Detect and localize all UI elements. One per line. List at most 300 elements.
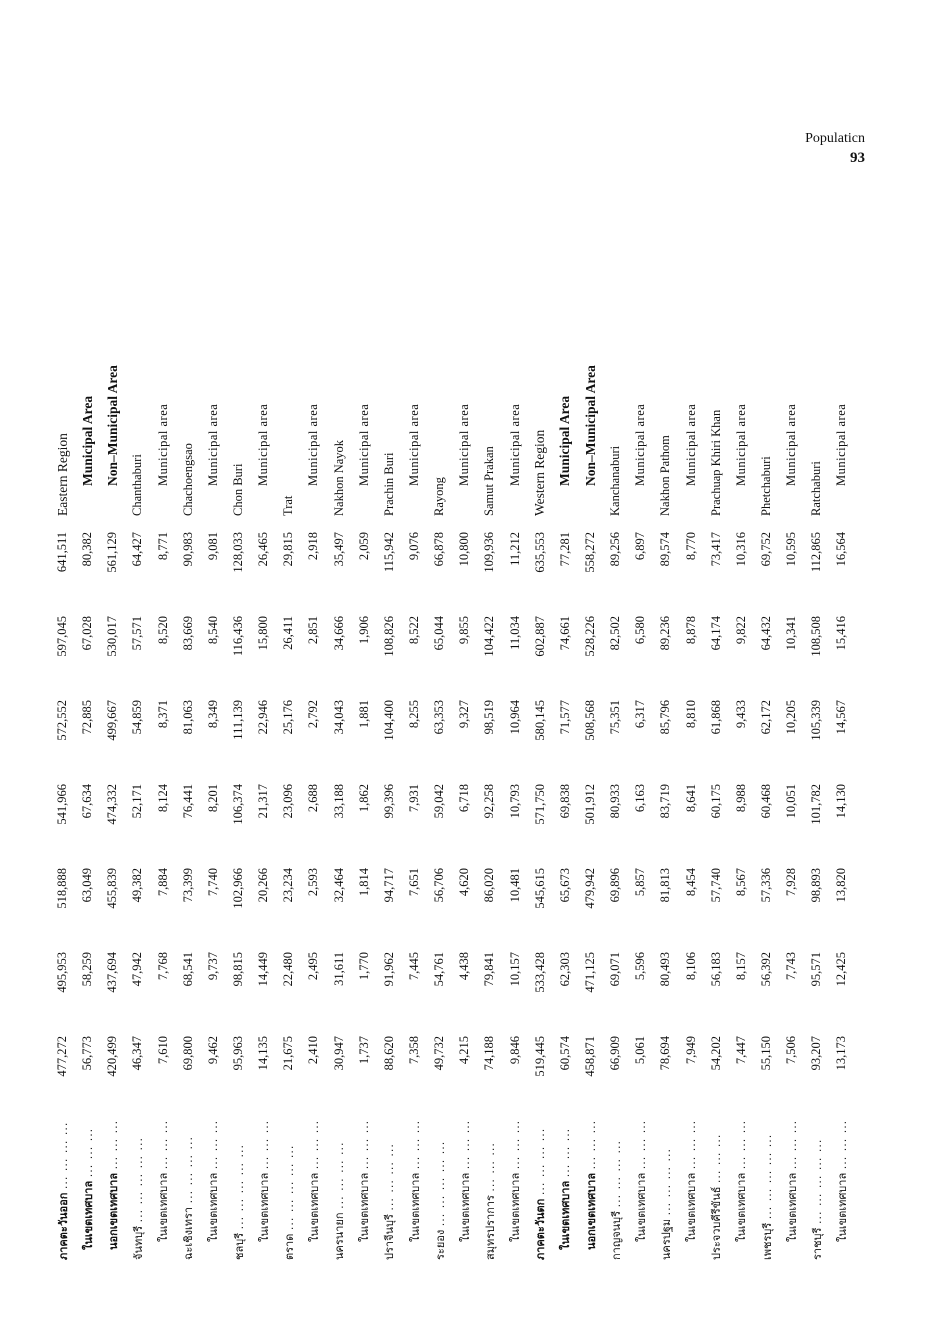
- value-cell: 8,771: [155, 532, 170, 561]
- english-label-cell: [779, 270, 804, 522]
- english-label: Prachin Buri: [381, 452, 396, 516]
- value-cell: 101,782: [809, 784, 824, 825]
- leader-dots: ... ... ... ... ...: [433, 1140, 447, 1227]
- value-cell: 8,641: [683, 784, 698, 813]
- value-cell: 99,396: [381, 784, 396, 819]
- table-row: [427, 270, 452, 1260]
- table-row: [327, 270, 352, 1260]
- running-header-title: Populaticn: [805, 131, 865, 146]
- english-label: Chon Buri: [231, 463, 246, 516]
- leader-dots: ... ... ... ...: [333, 1141, 347, 1209]
- value-cell: 10,481: [507, 868, 522, 903]
- english-label: Non–Municipal Area: [582, 365, 598, 486]
- value-cell: 7,358: [407, 1036, 422, 1065]
- value-cell: 83,669: [180, 616, 195, 651]
- thai-label: ในเขตเทศบาล: [81, 1180, 95, 1250]
- value-cell: 69,800: [180, 1036, 195, 1071]
- value-cell: 7,949: [683, 1036, 698, 1065]
- value-cell: 5,596: [633, 952, 648, 981]
- english-label-cell: [603, 270, 628, 522]
- value-cell: 64,432: [759, 616, 773, 651]
- english-label-cell: [829, 270, 854, 522]
- thai-label: เพชรบุรี: [760, 1222, 774, 1260]
- value-cell: 8,201: [205, 784, 220, 813]
- english-label-cell: [75, 270, 100, 522]
- value-cell: 98,519: [482, 700, 497, 735]
- value-cell: 89,236: [658, 616, 673, 651]
- thai-label-cell: [578, 1110, 603, 1260]
- page-number: 93: [850, 150, 865, 166]
- value-cell: 499,667: [105, 700, 120, 741]
- value-cell: 30,947: [331, 1036, 346, 1071]
- value-cell: 7,743: [784, 952, 799, 981]
- value-cell: 471,125: [583, 952, 598, 993]
- value-cell: 26,465: [256, 532, 271, 567]
- value-cell: 9,855: [457, 616, 472, 645]
- value-cell: 8,520: [155, 616, 170, 645]
- leader-dots: ... ... ... ... ...: [810, 1138, 824, 1225]
- thai-label: ราชบุรี: [810, 1227, 824, 1260]
- english-label-cell: [301, 270, 326, 522]
- value-cell: 501,912: [583, 784, 598, 825]
- value-cell: 458,871: [583, 1036, 598, 1077]
- leader-dots: ... ... ...: [559, 1127, 573, 1178]
- value-cell: 63,049: [80, 868, 95, 903]
- leader-dots: ... ... ...: [509, 1119, 523, 1170]
- value-cell: 69,896: [608, 868, 623, 903]
- value-cell: 8,371: [155, 700, 170, 729]
- value-cell: 73,417: [708, 532, 723, 567]
- value-cell: 558,272: [583, 532, 598, 573]
- leader-dots: ... ... ...: [584, 1119, 598, 1170]
- thai-label: ในเขตเทศบาล: [835, 1172, 849, 1242]
- thai-label-cell: [226, 1110, 251, 1260]
- thai-label: ระยอง: [433, 1229, 447, 1260]
- thai-label: นอกเขตเทศบาล: [106, 1172, 120, 1250]
- value-cell: 106,374: [231, 784, 246, 825]
- value-cell: 7,740: [205, 868, 220, 897]
- value-cell: 56,773: [80, 1036, 95, 1071]
- value-cell: 83,719: [658, 784, 673, 819]
- english-label: Municipal area: [407, 403, 422, 486]
- leader-dots: ... ... ...: [81, 1127, 95, 1178]
- value-cell: 98,893: [809, 868, 824, 903]
- leader-dots: ... ... ...: [685, 1119, 699, 1170]
- value-cell: 9,846: [507, 1036, 522, 1065]
- table-row: [377, 270, 402, 1260]
- english-label: Trat: [281, 495, 296, 516]
- value-cell: 76,441: [180, 784, 195, 819]
- thai-label-cell: [704, 1110, 729, 1260]
- value-cell: 528,226: [583, 616, 598, 657]
- thai-label-cell: [528, 1110, 553, 1260]
- english-label-cell: [100, 270, 125, 522]
- value-cell: 495,953: [55, 952, 70, 993]
- thai-label-cell: [75, 1110, 100, 1260]
- thai-label-cell: [251, 1110, 276, 1260]
- value-cell: 530,017: [105, 616, 120, 657]
- thai-label-cell: [352, 1110, 377, 1260]
- value-cell: 62,172: [759, 700, 773, 735]
- value-cell: 7,884: [155, 868, 170, 897]
- value-cell: 74,661: [557, 616, 572, 651]
- value-cell: 82,502: [608, 616, 623, 651]
- table-row: [276, 270, 301, 1260]
- thai-label: ในเขตเทศบาล: [408, 1172, 422, 1242]
- value-cell: 11,034: [507, 616, 522, 650]
- thai-label: ในเขตเทศบาล: [157, 1172, 171, 1242]
- value-cell: 477,272: [55, 1036, 70, 1077]
- value-cell: 2,918: [306, 532, 321, 561]
- english-label-cell: [327, 270, 352, 522]
- value-cell: 79,841: [482, 952, 497, 987]
- value-cell: 437,694: [105, 952, 120, 993]
- value-cell: 4,215: [457, 1036, 472, 1065]
- value-cell: 572,552: [55, 700, 70, 741]
- value-cell: 108,508: [809, 616, 824, 657]
- english-label: Nakhon Pathom: [658, 435, 673, 516]
- value-cell: 1,862: [356, 784, 371, 813]
- value-cell: 8,567: [733, 868, 748, 897]
- table-row: [779, 270, 804, 1260]
- value-cell: 479,942: [583, 868, 598, 909]
- thai-label-cell: [779, 1110, 804, 1260]
- value-cell: 15,800: [256, 616, 271, 651]
- value-cell: 7,931: [407, 784, 422, 813]
- value-cell: 571,750: [532, 784, 547, 825]
- value-cell: 8,255: [407, 700, 422, 729]
- english-label: Municipal area: [733, 403, 748, 486]
- value-cell: 2,495: [306, 952, 321, 981]
- english-label-cell: [427, 270, 452, 522]
- value-cell: 602,887: [532, 616, 547, 657]
- english-label-cell: [704, 270, 729, 522]
- value-cell: 65,044: [432, 616, 447, 651]
- value-cell: 57,571: [130, 616, 145, 651]
- leader-dots: ... ... ...: [106, 1119, 120, 1170]
- value-cell: 2,059: [356, 532, 371, 561]
- value-cell: 56,183: [708, 952, 723, 987]
- leader-dots: ... ... ...: [785, 1119, 799, 1170]
- english-label-cell: [352, 270, 377, 522]
- value-cell: 561,129: [105, 532, 120, 573]
- value-cell: 111,139: [231, 700, 246, 740]
- value-cell: 10,793: [507, 784, 522, 819]
- thai-label: ในเขตเทศบาล: [634, 1172, 648, 1242]
- english-label-cell: [628, 270, 653, 522]
- value-cell: 9,737: [205, 952, 220, 981]
- value-cell: 23,234: [281, 868, 296, 903]
- english-label-cell: [276, 270, 301, 522]
- value-cell: 23,096: [281, 784, 296, 819]
- value-cell: 508,568: [583, 700, 598, 741]
- value-cell: 93,207: [809, 1036, 824, 1071]
- value-cell: 8,522: [407, 616, 422, 645]
- leader-dots: ... ... ...: [408, 1119, 422, 1170]
- thai-label: นครนายก: [333, 1212, 347, 1260]
- thai-label-cell: [754, 1110, 779, 1260]
- value-cell: 6,317: [633, 700, 648, 729]
- value-cell: 641,511: [55, 532, 70, 573]
- thai-label: จันทบุรี: [131, 1225, 145, 1260]
- value-cell: 49,732: [432, 1036, 447, 1071]
- value-cell: 32,464: [331, 868, 346, 903]
- value-cell: 14,135: [256, 1036, 271, 1071]
- table-row: [125, 270, 150, 1260]
- value-cell: 2,792: [306, 700, 321, 729]
- value-cell: 112,865: [809, 532, 824, 573]
- value-cell: 5,061: [633, 1036, 648, 1065]
- english-label-cell: [402, 270, 427, 522]
- value-cell: 34,043: [331, 700, 346, 735]
- table-row: [201, 270, 226, 1260]
- thai-label: กาญจนบุรี: [609, 1210, 623, 1260]
- value-cell: 8,810: [683, 700, 698, 729]
- table-row: [75, 270, 100, 1260]
- value-cell: 10,157: [507, 952, 522, 987]
- value-cell: 12,425: [834, 952, 849, 987]
- table-row: [503, 270, 528, 1260]
- value-cell: 15,416: [834, 616, 849, 651]
- value-cell: 59,042: [432, 784, 447, 819]
- thai-label-cell: [100, 1110, 125, 1260]
- value-cell: 1,906: [356, 616, 371, 645]
- english-label-cell: [553, 270, 578, 522]
- table-row: [402, 270, 427, 1260]
- value-cell: 8,988: [733, 784, 748, 813]
- thai-label: ตราด: [282, 1233, 296, 1260]
- leader-dots: ... ... ...: [458, 1119, 472, 1170]
- table-row: [653, 270, 678, 1260]
- leader-dots: ... ... ...: [634, 1119, 648, 1170]
- value-cell: 91,962: [381, 952, 396, 987]
- value-cell: 14,449: [256, 952, 271, 987]
- value-cell: 57,336: [759, 868, 773, 903]
- leader-dots: ... ... ...: [307, 1119, 321, 1170]
- thai-label-cell: [603, 1110, 628, 1260]
- english-label: Municipal Area: [79, 395, 95, 486]
- value-cell: 9,327: [457, 700, 472, 729]
- value-cell: 7,651: [407, 868, 422, 897]
- value-cell: 73,399: [180, 868, 195, 903]
- table-row: [628, 270, 653, 1260]
- thai-label-cell: [125, 1110, 150, 1260]
- thai-label-cell: [477, 1110, 502, 1260]
- value-cell: 545,615: [532, 868, 547, 909]
- value-cell: 105,339: [809, 700, 824, 741]
- thai-label-cell: [327, 1110, 352, 1260]
- value-cell: 8,454: [683, 868, 698, 897]
- value-cell: 7,610: [155, 1036, 170, 1065]
- value-cell: 580,145: [532, 700, 547, 741]
- leader-dots: ... ... ... ...: [534, 1127, 548, 1196]
- table-row: [729, 270, 754, 1260]
- value-cell: 56,706: [432, 868, 447, 903]
- value-cell: 54,761: [432, 952, 447, 987]
- table-body: [50, 270, 855, 1260]
- value-cell: 22,480: [281, 952, 296, 987]
- value-cell: 116,436: [231, 616, 246, 657]
- value-cell: 635,553: [532, 532, 547, 573]
- leader-dots: ... ... ... ...: [659, 1147, 673, 1216]
- value-cell: 10,800: [457, 532, 472, 567]
- value-cell: 22,946: [256, 700, 271, 735]
- value-cell: 61,868: [708, 700, 723, 735]
- table-row: [100, 270, 125, 1260]
- table-row: [226, 270, 251, 1260]
- value-cell: 10,051: [784, 784, 799, 819]
- value-cell: 33,188: [331, 784, 346, 819]
- table-row: [704, 270, 729, 1260]
- english-label: Municipal area: [457, 403, 472, 486]
- english-label: Samut Prakan: [482, 446, 497, 516]
- value-cell: 8,157: [733, 952, 748, 981]
- value-cell: 9,433: [733, 700, 748, 729]
- value-cell: 25,176: [281, 700, 296, 735]
- value-cell: 13,820: [834, 868, 849, 903]
- value-cell: 77,281: [557, 532, 572, 567]
- value-cell: 74,188: [482, 1036, 497, 1071]
- leader-dots: ... ... ... ... ...: [131, 1136, 145, 1223]
- thai-label-cell: [628, 1110, 653, 1260]
- value-cell: 420,499: [105, 1036, 120, 1077]
- english-label-cell: [226, 270, 251, 522]
- value-cell: 597,045: [55, 616, 70, 657]
- value-cell: 90,983: [180, 532, 195, 567]
- thai-label-cell: [301, 1110, 326, 1260]
- thai-label: ในเขตเทศบาล: [207, 1172, 221, 1242]
- english-label-cell: [452, 270, 477, 522]
- value-cell: 88,620: [381, 1036, 396, 1071]
- value-cell: 4,438: [457, 952, 472, 981]
- table-row: [176, 270, 201, 1260]
- value-cell: 85,796: [658, 700, 673, 735]
- leader-dots: ... ... ... ... ...: [282, 1144, 296, 1231]
- thai-label-cell: [653, 1110, 678, 1260]
- english-label-cell: [528, 270, 553, 522]
- value-cell: 78,694: [658, 1036, 673, 1071]
- table-row: [754, 270, 779, 1260]
- thai-label: ในเขตเทศบาล: [785, 1172, 799, 1242]
- table-row: [301, 270, 326, 1260]
- value-cell: 60,175: [708, 784, 723, 819]
- value-cell: 54,859: [130, 700, 145, 735]
- english-label: Municipal area: [256, 403, 271, 486]
- leader-dots: ... ... ...: [710, 1133, 724, 1184]
- value-cell: 1,814: [356, 868, 371, 897]
- value-cell: 2,593: [306, 868, 321, 897]
- table-row: [528, 270, 553, 1260]
- value-cell: 21,675: [281, 1036, 296, 1071]
- value-cell: 64,427: [130, 532, 145, 567]
- english-label-cell: [50, 270, 75, 522]
- english-label-cell: [729, 270, 754, 522]
- english-label: Western Region: [532, 429, 548, 516]
- value-cell: 541,966: [55, 784, 70, 825]
- thai-label-cell: [276, 1110, 301, 1260]
- english-label: Ratchaburi: [809, 461, 824, 516]
- value-cell: 69,752: [759, 532, 773, 567]
- value-cell: 13,173: [834, 1036, 849, 1071]
- table-row: [578, 270, 603, 1260]
- english-label-cell: [653, 270, 678, 522]
- english-label: Phetchaburi: [759, 456, 773, 516]
- value-cell: 10,316: [733, 532, 748, 567]
- english-label: Non–Municipal Area: [104, 365, 120, 486]
- value-cell: 2,688: [306, 784, 321, 813]
- table-row: [352, 270, 377, 1260]
- thai-label: ในเขตเทศบาล: [735, 1172, 749, 1242]
- value-cell: 9,462: [205, 1036, 220, 1065]
- value-cell: 60,574: [557, 1036, 572, 1071]
- thai-label-cell: [553, 1110, 578, 1260]
- value-cell: 7,447: [733, 1036, 748, 1065]
- thai-label: ประจวบคีรีขันธ์: [710, 1186, 724, 1260]
- value-cell: 20,266: [256, 868, 271, 903]
- english-label-cell: [201, 270, 226, 522]
- rotated-table-container: [50, 270, 880, 1260]
- value-cell: 66,909: [608, 1036, 623, 1071]
- value-cell: 2,851: [306, 616, 321, 645]
- english-label: Municipal area: [633, 403, 648, 486]
- value-cell: 102,966: [231, 868, 246, 909]
- value-cell: 6,718: [457, 784, 472, 813]
- english-label: Prachuap Khiri Khan: [708, 409, 723, 516]
- english-label-cell: [176, 270, 201, 522]
- value-cell: 8,770: [683, 532, 698, 561]
- value-cell: 474,332: [105, 784, 120, 825]
- value-cell: 6,897: [633, 532, 648, 561]
- value-cell: 81,063: [180, 700, 195, 735]
- value-cell: 128,033: [231, 532, 246, 573]
- value-cell: 63,353: [432, 700, 447, 735]
- value-cell: 7,928: [784, 868, 799, 897]
- value-cell: 8,106: [683, 952, 698, 981]
- table-row: [151, 270, 176, 1260]
- thai-label-cell: [804, 1110, 829, 1260]
- leader-dots: ... ... ...: [207, 1119, 221, 1170]
- value-cell: 7,768: [155, 952, 170, 981]
- table-row: [553, 270, 578, 1260]
- english-label: Chachoengsao: [180, 443, 195, 516]
- value-cell: 92,258: [482, 784, 497, 819]
- english-label-cell: [251, 270, 276, 522]
- thai-label-cell: [452, 1110, 477, 1260]
- table-row: [50, 270, 75, 1260]
- leader-dots: ... ... ...: [157, 1119, 171, 1170]
- english-label: Municipal area: [507, 403, 522, 486]
- table-row: [829, 270, 854, 1260]
- value-cell: 14,130: [834, 784, 849, 819]
- value-cell: 34,666: [331, 616, 346, 651]
- value-cell: 10,964: [507, 700, 522, 735]
- leader-dots: ... ... ... ... ...: [760, 1133, 774, 1220]
- value-cell: 69,838: [557, 784, 572, 819]
- value-cell: 46,347: [130, 1036, 145, 1071]
- value-cell: 21,317: [256, 784, 271, 819]
- thai-label-cell: [427, 1110, 452, 1260]
- english-label-cell: [377, 270, 402, 522]
- value-cell: 56,392: [759, 952, 773, 987]
- leader-dots: ... ... ... ...: [383, 1143, 397, 1211]
- value-cell: 29,815: [281, 532, 296, 567]
- value-cell: 104,422: [482, 616, 497, 657]
- value-cell: 31,611: [331, 952, 346, 986]
- value-cell: 6,163: [633, 784, 648, 813]
- thai-label-cell: [176, 1110, 201, 1260]
- value-cell: 9,081: [205, 532, 220, 561]
- value-cell: 57,740: [708, 868, 723, 903]
